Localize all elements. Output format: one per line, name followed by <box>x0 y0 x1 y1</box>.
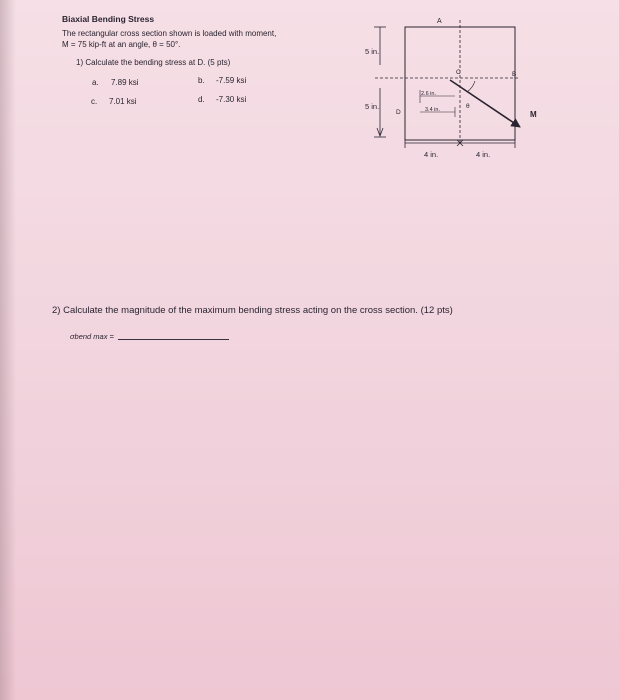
answer-blank-line <box>118 339 229 340</box>
dim-right-width-label: 4 in. <box>476 150 491 159</box>
choice-c-letter: c. <box>91 97 98 106</box>
choice-d-value: -7.30 ksi <box>216 95 247 104</box>
question-2-prompt: 2) Calculate the magnitude of the maximum bending stress acting on the cross section. (12 pts) <box>52 305 453 316</box>
worksheet-title: Biaxial Bending Stress <box>62 14 155 24</box>
dim-d-offset-label: 3.4 in. <box>425 107 440 113</box>
answer-sigma-bend-max-label: σbend max = <box>70 332 114 341</box>
angle-theta-label: θ <box>466 103 470 110</box>
moment-label: M <box>530 110 537 119</box>
point-d-label: D <box>396 109 401 116</box>
point-c-label: C <box>456 69 461 76</box>
angle-arc <box>467 81 475 92</box>
choice-d-letter: d. <box>198 95 205 104</box>
choice-a-letter: a. <box>92 78 99 87</box>
choice-a-value: 7.89 ksi <box>111 78 139 87</box>
problem-statement-line-1: The rectangular cross section shown is loaded with moment, <box>62 29 277 38</box>
point-b-label: B <box>512 71 517 78</box>
dim-c-offset-label: 2.6 in. <box>421 91 436 97</box>
moment-vector-arrow <box>450 80 520 127</box>
point-a-label: A <box>437 18 442 25</box>
question-1-prompt: 1) Calculate the bending stress at D. (5 pts) <box>76 58 231 67</box>
rectangle-outline <box>405 27 515 140</box>
cross-section-figure <box>340 10 619 180</box>
choice-b-letter: b. <box>198 76 205 85</box>
dim-top-height-label: 5 in. <box>365 47 380 56</box>
dim-bottom-height-label: 5 in. <box>365 102 380 111</box>
choice-c-value: 7.01 ksi <box>109 97 137 106</box>
page-edge-shadow <box>0 0 16 700</box>
choice-b-value: -7.59 ksi <box>216 76 247 85</box>
dim-left-width-label: 4 in. <box>424 150 439 159</box>
problem-statement-line-2: M = 75 kip-ft at an angle, θ = 50°. <box>62 40 181 49</box>
